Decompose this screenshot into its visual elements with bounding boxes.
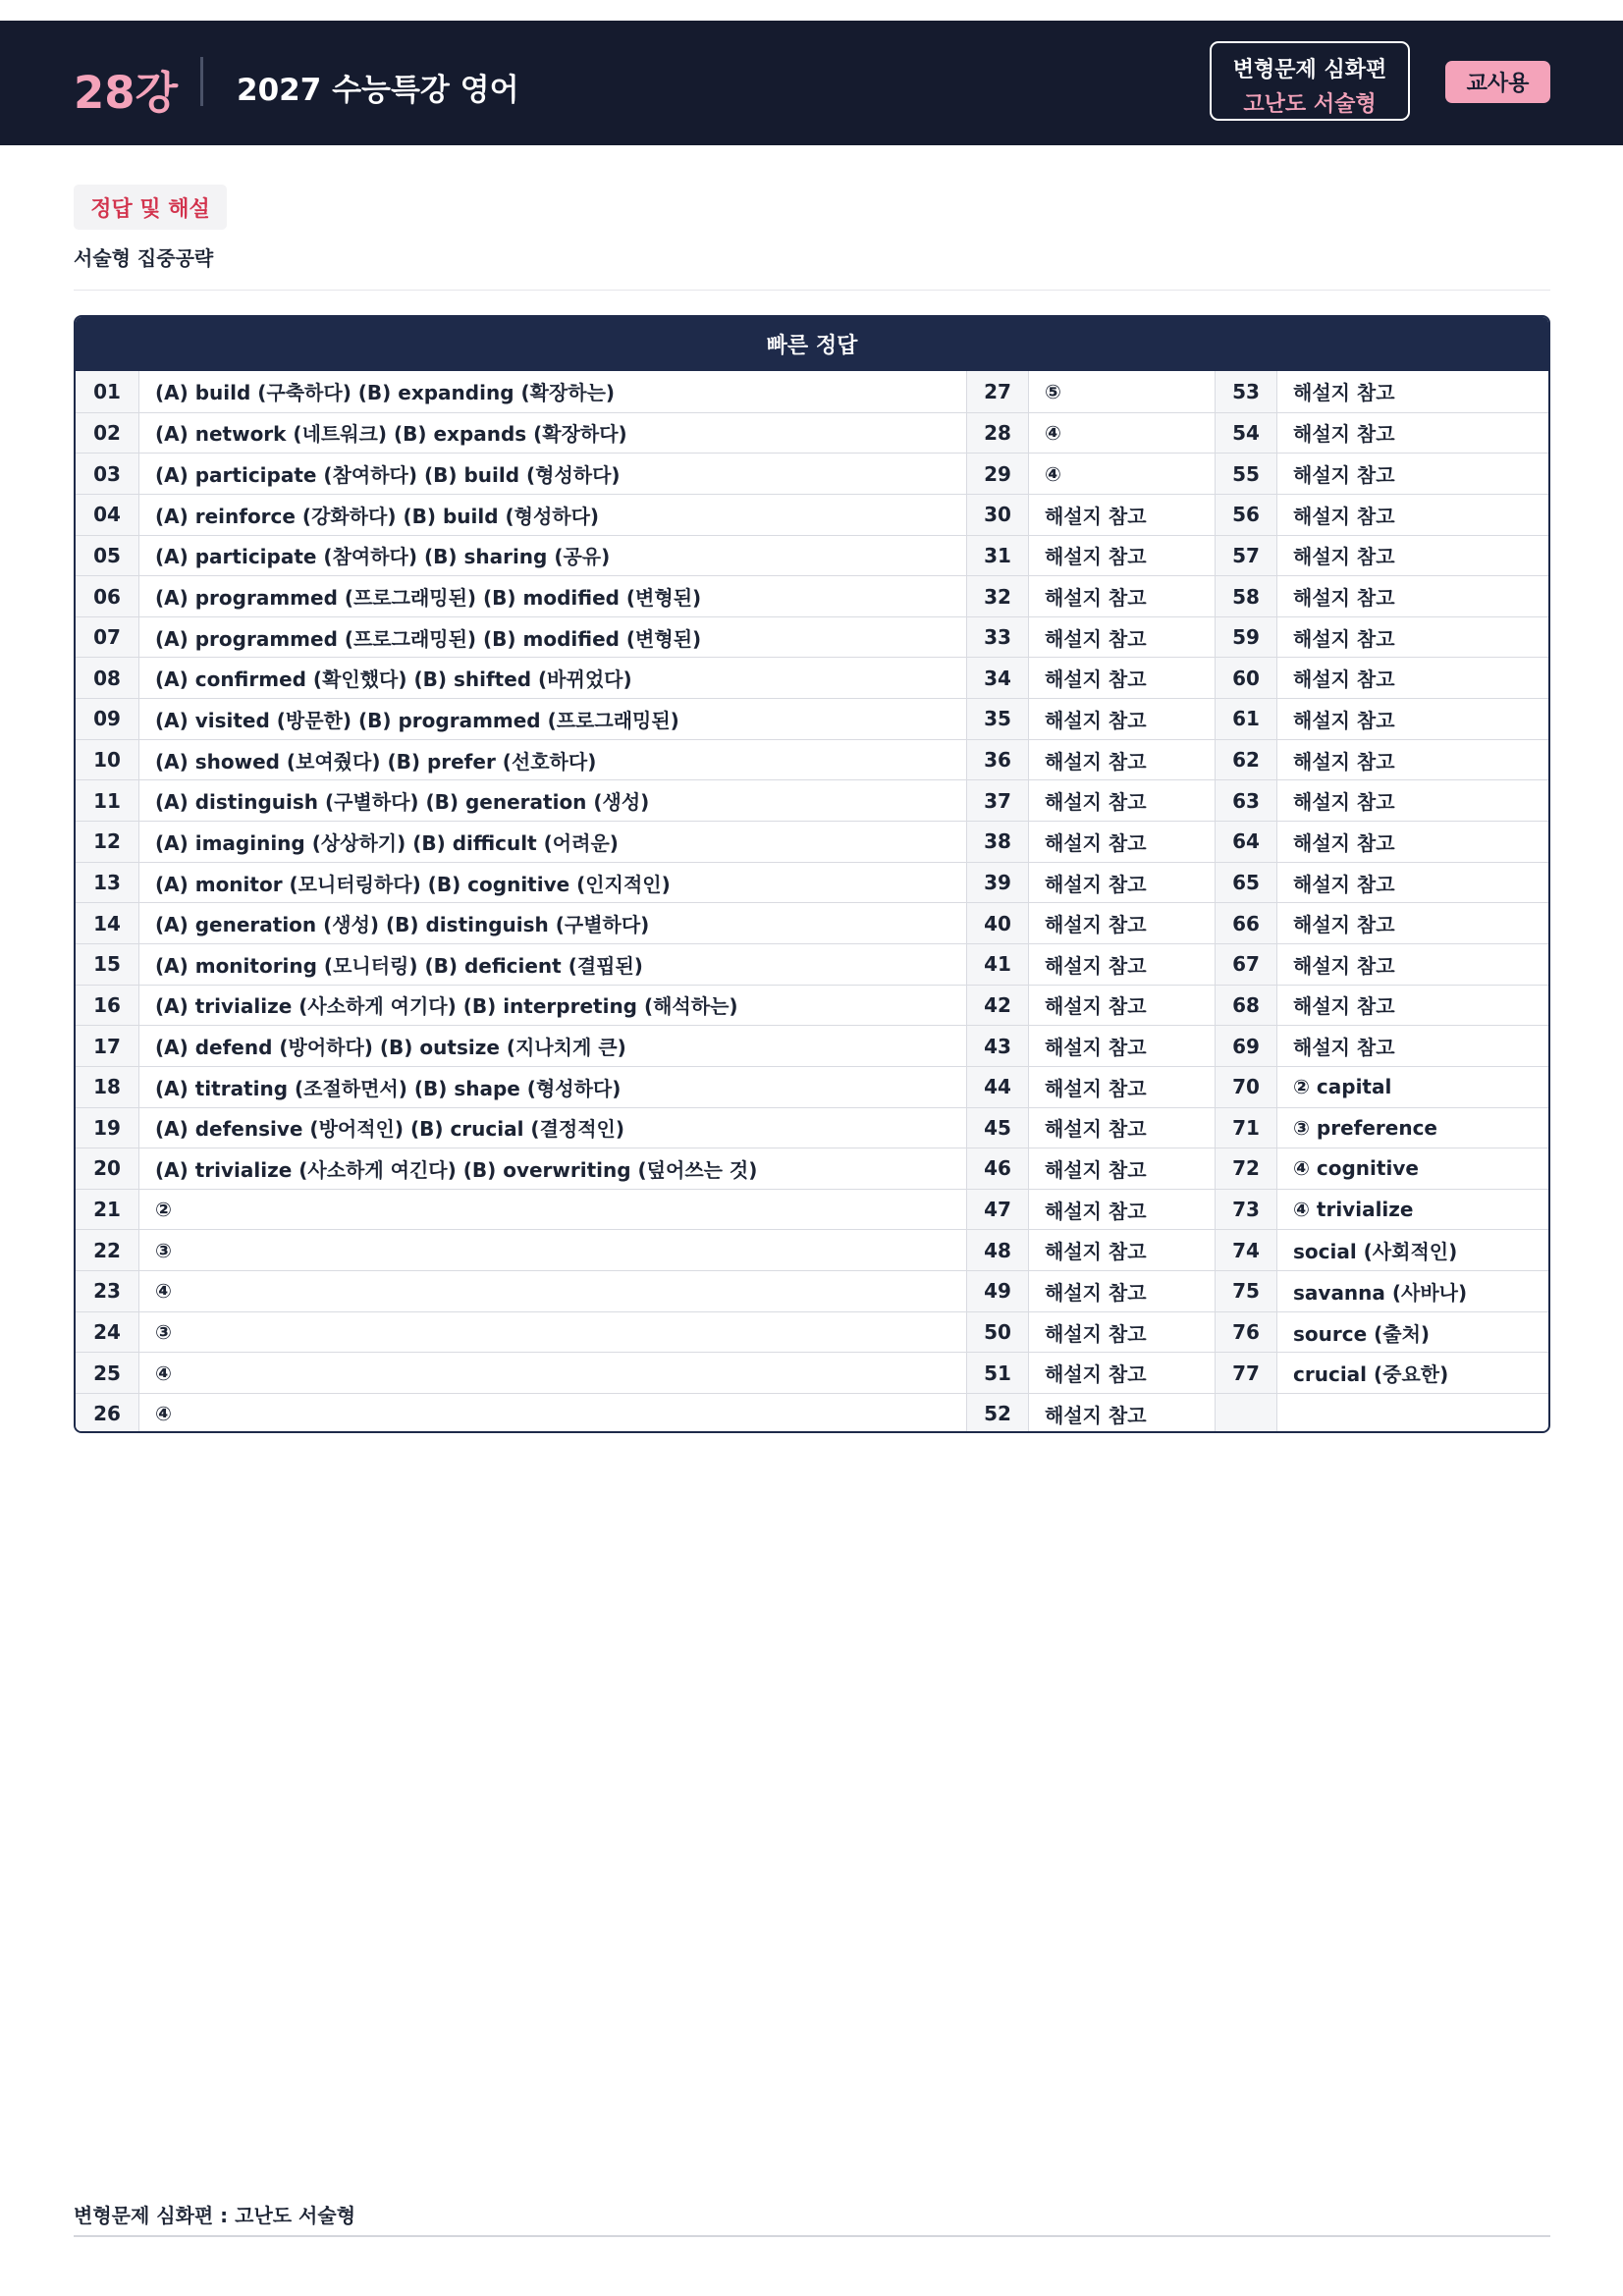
question-number-cell: 14 <box>76 903 139 943</box>
answer-cell: (A) distinguish (구별하다) (B) generation (생성) <box>139 780 967 821</box>
answer-cell: (A) build (구축하다) (B) expanding (확장하는) <box>139 371 967 412</box>
answer-cell: ② capital <box>1293 1075 1392 1099</box>
question-number-cell: 59 <box>1216 617 1277 658</box>
answer-cell: 해설지 참고 <box>1293 913 1395 937</box>
answer-cell: 해설지 참고 <box>1029 1353 1216 1393</box>
table-row <box>76 1189 1548 1230</box>
answer-cell: 해설지 참고 <box>1293 872 1395 896</box>
question-number-cell: 51 <box>967 1353 1029 1393</box>
question-number-cell: 23 <box>76 1271 139 1311</box>
question-number-cell: 38 <box>967 822 1029 862</box>
question-number-cell: 41 <box>967 944 1029 985</box>
answer-cell: (A) generation (생성) (B) distinguish (구별하다) <box>139 903 967 943</box>
answer-cell: 해설지 참고 <box>1029 1148 1216 1189</box>
table-row <box>76 1066 1548 1107</box>
table-row <box>76 575 1548 616</box>
question-number-cell: 09 <box>76 699 139 739</box>
answer-cell: 해설지 참고 <box>1293 626 1395 651</box>
answer-cell: 해설지 참고 <box>1029 780 1216 821</box>
answer-table <box>74 315 1550 1433</box>
question-number-cell: 68 <box>1216 986 1277 1026</box>
answer-cell: ② <box>139 1190 967 1230</box>
question-number-cell: 29 <box>967 454 1029 494</box>
answer-cell: ④ <box>1029 454 1216 494</box>
question-number-cell: 24 <box>76 1312 139 1353</box>
question-number-cell <box>1216 1394 1277 1433</box>
question-number-cell: 55 <box>1216 454 1277 494</box>
table-row <box>76 862 1548 903</box>
question-number-cell: 13 <box>76 863 139 903</box>
question-number-cell: 07 <box>76 617 139 658</box>
question-number-cell: 31 <box>967 536 1029 576</box>
answer-cell: crucial (중요한) <box>1293 1362 1449 1387</box>
table-row <box>76 821 1548 862</box>
question-number-cell: 15 <box>76 944 139 985</box>
question-number-cell: 25 <box>76 1353 139 1393</box>
question-number-cell: 20 <box>76 1148 139 1189</box>
footer-text: 변형문제 심화편 : 고난도 서술형 <box>74 2204 356 2227</box>
section-subtitle: 서술형 집중공략 <box>74 246 214 270</box>
answer-cell: (A) defend (방어하다) (B) outsize (지나치게 큰) <box>139 1026 967 1066</box>
question-number-cell: 71 <box>1216 1108 1277 1148</box>
answer-cell: 해설지 참고 <box>1293 749 1395 774</box>
answer-cell: (A) participate (참여하다) (B) build (형성하다) <box>139 454 967 494</box>
table-row <box>76 616 1548 658</box>
answer-cell: 해설지 참고 <box>1293 545 1395 569</box>
answer-cell: (A) monitoring (모니터링) (B) deficient (결핍된) <box>139 944 967 985</box>
table-row <box>76 657 1548 698</box>
answer-cell: ③ <box>139 1230 967 1270</box>
answer-cell: 해설지 참고 <box>1293 994 1395 1019</box>
question-number-cell: 39 <box>967 863 1029 903</box>
question-number-cell: 47 <box>967 1190 1029 1230</box>
answer-cell: 해설지 참고 <box>1029 1271 1216 1311</box>
edition-line-2: 고난도 서술형 <box>1243 92 1377 117</box>
answer-cell: source (출처) <box>1293 1321 1431 1346</box>
answer-cell: 해설지 참고 <box>1029 822 1216 862</box>
question-number-cell: 19 <box>76 1108 139 1148</box>
answer-cell: social (사회적인) <box>1293 1240 1458 1264</box>
question-number-cell: 44 <box>967 1067 1029 1107</box>
answer-cell: 해설지 참고 <box>1029 863 1216 903</box>
question-number-cell: 04 <box>76 495 139 535</box>
question-number-cell: 50 <box>967 1312 1029 1353</box>
question-number-cell: 17 <box>76 1026 139 1066</box>
question-number-cell: 10 <box>76 740 139 780</box>
question-number-cell: 22 <box>76 1230 139 1270</box>
section-badge: 정답 및 해설 <box>74 185 227 230</box>
question-number-cell: 63 <box>1216 780 1277 821</box>
table-row <box>76 1148 1548 1189</box>
answer-cell: 해설지 참고 <box>1029 699 1216 739</box>
question-number-cell: 72 <box>1216 1148 1277 1189</box>
answer-cell: 해설지 참고 <box>1029 536 1216 576</box>
answer-cell: 해설지 참고 <box>1029 740 1216 780</box>
answer-cell: (A) trivialize (사소하게 여긴다) (B) overwriting (덮어쓰는 것) <box>139 1148 967 1189</box>
answer-cell: 해설지 참고 <box>1029 576 1216 616</box>
answer-cell: ④ <box>139 1353 967 1393</box>
question-number-cell: 65 <box>1216 863 1277 903</box>
question-number-cell: 28 <box>967 413 1029 454</box>
question-number-cell: 32 <box>967 576 1029 616</box>
question-number-cell: 52 <box>967 1394 1029 1433</box>
question-number-cell: 53 <box>1216 371 1277 412</box>
table-row <box>76 779 1548 821</box>
header-divider <box>200 57 203 106</box>
question-number-cell: 76 <box>1216 1312 1277 1353</box>
answer-cell: ④ trivialize <box>1293 1198 1414 1222</box>
answer-cell: ③ preference <box>1293 1115 1437 1140</box>
question-number-cell: 42 <box>967 986 1029 1026</box>
table-row <box>76 943 1548 985</box>
answer-cell: (A) reinforce (강화하다) (B) build (형성하다) <box>139 495 967 535</box>
answer-cell: ④ <box>139 1271 967 1311</box>
answer-cell: 해설지 참고 <box>1029 495 1216 535</box>
question-number-cell: 03 <box>76 454 139 494</box>
answer-cell: (A) network (네트워크) (B) expands (확장하다) <box>139 413 967 454</box>
book-title: 2027 수능특강 영어 <box>237 73 519 108</box>
answer-cell: 해설지 참고 <box>1029 944 1216 985</box>
question-number-cell: 16 <box>76 986 139 1026</box>
answer-cell: 해설지 참고 <box>1293 586 1395 611</box>
question-number-cell: 30 <box>967 495 1029 535</box>
question-number-cell: 62 <box>1216 740 1277 780</box>
answer-cell: 해설지 참고 <box>1293 830 1395 855</box>
table-row <box>76 412 1548 454</box>
question-number-cell: 18 <box>76 1067 139 1107</box>
answer-cell: 해설지 참고 <box>1029 1067 1216 1107</box>
question-number-cell: 02 <box>76 413 139 454</box>
table-row <box>76 1311 1548 1353</box>
question-number-cell: 74 <box>1216 1230 1277 1270</box>
edition-box <box>1210 41 1410 121</box>
answer-cell: 해설지 참고 <box>1029 903 1216 943</box>
question-number-cell: 35 <box>967 699 1029 739</box>
question-number-cell: 26 <box>76 1394 139 1433</box>
answer-cell: 해설지 참고 <box>1029 1312 1216 1353</box>
answer-cell: 해설지 참고 <box>1029 617 1216 658</box>
answer-cell: 해설지 참고 <box>1293 708 1395 732</box>
answer-cell: ④ <box>139 1394 967 1433</box>
question-number-cell: 73 <box>1216 1190 1277 1230</box>
answer-cell: (A) showed (보여줬다) (B) prefer (선호하다) <box>139 740 967 780</box>
question-number-cell: 06 <box>76 576 139 616</box>
question-number-cell: 58 <box>1216 576 1277 616</box>
answer-cell: (A) trivialize (사소하게 여기다) (B) interpreting (해석하는) <box>139 986 967 1026</box>
answer-cell: (A) programmed (프로그래밍된) (B) modified (변형된) <box>139 576 967 616</box>
question-number-cell: 54 <box>1216 413 1277 454</box>
question-number-cell: 57 <box>1216 536 1277 576</box>
table-row <box>76 453 1548 494</box>
footer-divider <box>74 2235 1550 2237</box>
answer-cell: 해설지 참고 <box>1293 1036 1395 1060</box>
question-number-cell: 45 <box>967 1108 1029 1148</box>
table-row <box>76 698 1548 739</box>
question-number-cell: 05 <box>76 536 139 576</box>
answer-cell <box>1277 1394 1548 1433</box>
question-number-cell: 77 <box>1216 1353 1277 1393</box>
answer-cell: (A) programmed (프로그래밍된) (B) modified (변형된) <box>139 617 967 658</box>
answer-cell: 해설지 참고 <box>1029 1190 1216 1230</box>
table-row <box>76 494 1548 535</box>
table-row <box>76 1025 1548 1066</box>
answer-cell: 해설지 참고 <box>1029 1394 1216 1433</box>
question-number-cell: 11 <box>76 780 139 821</box>
table-row <box>76 1229 1548 1270</box>
question-number-cell: 34 <box>967 658 1029 698</box>
answer-cell: 해설지 참고 <box>1029 1108 1216 1148</box>
question-number-cell: 64 <box>1216 822 1277 862</box>
answer-cell: 해설지 참고 <box>1293 463 1395 488</box>
question-number-cell: 66 <box>1216 903 1277 943</box>
edition-line-1: 변형문제 심화편 <box>1232 58 1387 82</box>
table-row <box>76 535 1548 576</box>
table-row <box>76 371 1548 412</box>
answer-cell: 해설지 참고 <box>1293 790 1395 815</box>
question-number-cell: 27 <box>967 371 1029 412</box>
question-number-cell: 60 <box>1216 658 1277 698</box>
table-row <box>76 739 1548 780</box>
answer-cell: 해설지 참고 <box>1293 422 1395 447</box>
question-number-cell: 33 <box>967 617 1029 658</box>
answer-cell: 해설지 참고 <box>1293 504 1395 528</box>
table-row <box>76 1393 1548 1433</box>
answer-cell: (A) imagining (상상하기) (B) difficult (어려운) <box>139 822 967 862</box>
answer-cell: 해설지 참고 <box>1293 953 1395 978</box>
answer-cell: 해설지 참고 <box>1029 1230 1216 1270</box>
answer-cell: (A) confirmed (확인했다) (B) shifted (바뀌었다) <box>139 658 967 698</box>
answer-cell: ③ <box>139 1312 967 1353</box>
table-row <box>76 985 1548 1026</box>
answer-cell: 해설지 참고 <box>1293 381 1395 405</box>
table-row <box>76 1270 1548 1311</box>
question-number-cell: 70 <box>1216 1067 1277 1107</box>
answer-cell: (A) monitor (모니터링하다) (B) cognitive (인지적인) <box>139 863 967 903</box>
question-number-cell: 21 <box>76 1190 139 1230</box>
table-row <box>76 1107 1548 1148</box>
question-number-cell: 61 <box>1216 699 1277 739</box>
answer-cell: 해설지 참고 <box>1029 1026 1216 1066</box>
question-number-cell: 36 <box>967 740 1029 780</box>
teacher-badge: 교사용 <box>1445 61 1550 103</box>
answer-cell: 해설지 참고 <box>1293 667 1395 692</box>
answer-cell: savanna (사바나) <box>1293 1280 1468 1305</box>
answer-cell: 해설지 참고 <box>1029 986 1216 1026</box>
answer-rows <box>76 371 1548 1433</box>
answer-cell: ④ cognitive <box>1293 1156 1419 1181</box>
lesson-number: 28강 <box>74 67 179 119</box>
question-number-cell: 37 <box>967 780 1029 821</box>
question-number-cell: 67 <box>1216 944 1277 985</box>
top-divider <box>74 290 1550 291</box>
question-number-cell: 56 <box>1216 495 1277 535</box>
table-row <box>76 1352 1548 1393</box>
answer-cell: (A) defensive (방어적인) (B) crucial (결정적인) <box>139 1108 967 1148</box>
table-title: 빠른 정답 <box>76 317 1548 371</box>
question-number-cell: 48 <box>967 1230 1029 1270</box>
answer-cell: (A) visited (방문한) (B) programmed (프로그래밍된) <box>139 699 967 739</box>
answer-cell: 해설지 참고 <box>1029 658 1216 698</box>
answer-cell: (A) participate (참여하다) (B) sharing (공유) <box>139 536 967 576</box>
question-number-cell: 01 <box>76 371 139 412</box>
question-number-cell: 75 <box>1216 1271 1277 1311</box>
question-number-cell: 49 <box>967 1271 1029 1311</box>
answer-cell: (A) titrating (조절하면서) (B) shape (형성하다) <box>139 1067 967 1107</box>
table-row <box>76 902 1548 943</box>
question-number-cell: 40 <box>967 903 1029 943</box>
question-number-cell: 46 <box>967 1148 1029 1189</box>
answer-cell: ④ <box>1029 413 1216 454</box>
question-number-cell: 43 <box>967 1026 1029 1066</box>
question-number-cell: 08 <box>76 658 139 698</box>
question-number-cell: 69 <box>1216 1026 1277 1066</box>
question-number-cell: 12 <box>76 822 139 862</box>
answer-cell: ⑤ <box>1029 371 1216 412</box>
